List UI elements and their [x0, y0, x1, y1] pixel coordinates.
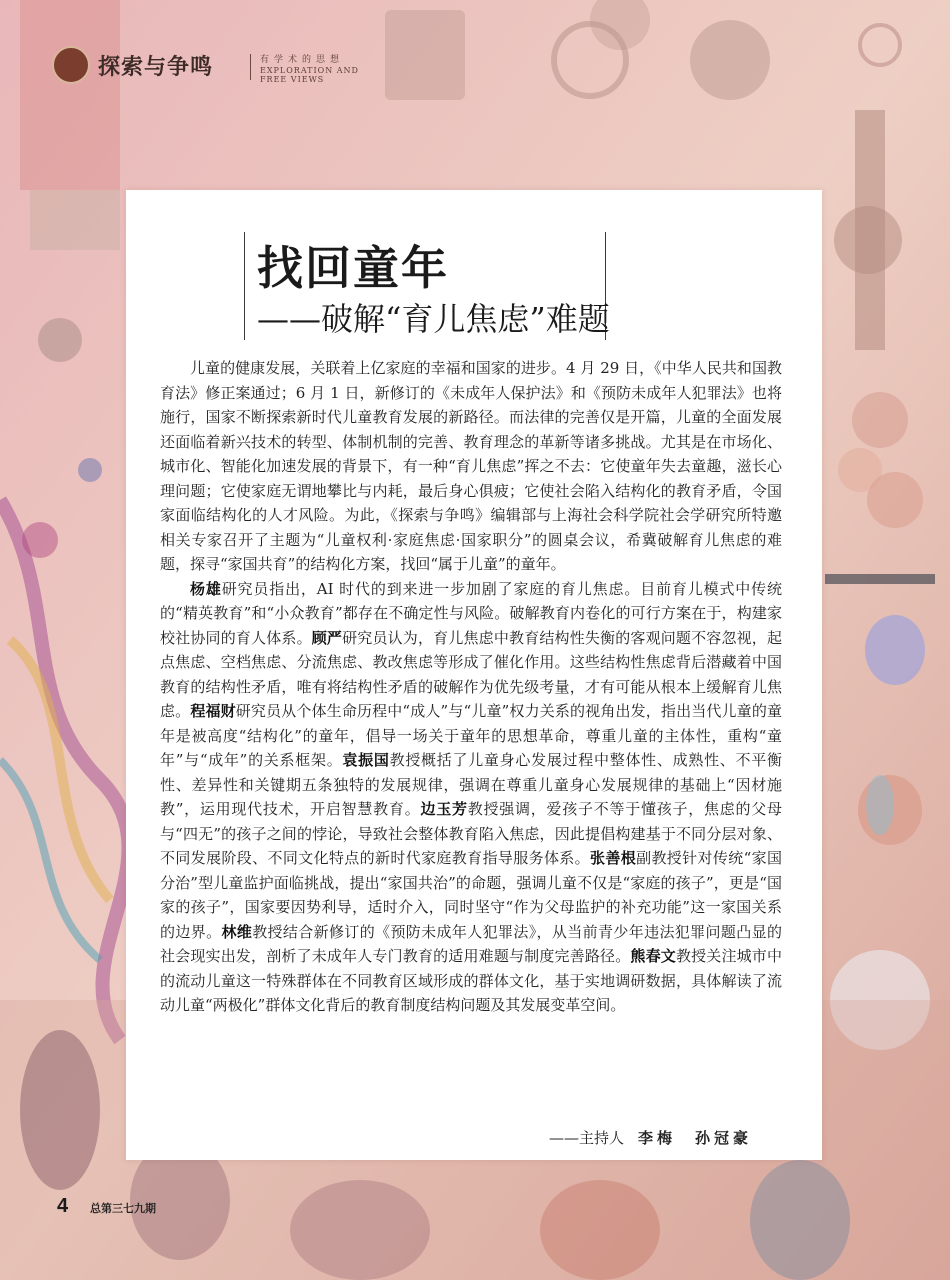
magazine-header: [52, 44, 372, 94]
title-block: [244, 232, 610, 340]
speaker-summary: 教授概括了儿童身心发展过程中整体性、成熟性、不平衡性、差异性和关键期五条独特的发展规律，强调在尊重儿童身心发展规律的基础上“因材施教”，运用现代技术，开启智慧教育。: [160, 751, 782, 818]
speaker-name: 林维: [221, 922, 253, 941]
host-signature: [549, 1127, 752, 1148]
speaker-name: 张善根: [590, 849, 637, 867]
speaker-summary: 研究员指出，AI 时代的到来进一步加剧了家庭的育儿焦虑。目前育儿模式中传统的“精英教育”和“小众教育”都存在不确定性与风险。破解教育内卷化的可行方案在于，构建家校社协同的育人体系。: [160, 579, 782, 647]
page-number: 4: [57, 1195, 69, 1217]
speaker-summary: 教授关注城市中的流动儿童这一特殊群体在不同教育区域形成的群体文化，基于实地调研数据，具体解读了流动儿童“两极化”群体文化背后的教育制度结构问题及其发展变革空间。: [160, 947, 782, 1014]
article-body: [160, 356, 782, 1018]
magazine-logo-icon: [52, 46, 90, 84]
speaker-name: 熊春文: [630, 947, 676, 965]
signature-prefix: ——主持人: [548, 1129, 624, 1147]
speaker-summary: 教授结合新修订的《预防未成年人犯罪法》，从当前青少年违法犯罪问题凸显的社会现实出发，剖析了未成年人专门教育的适用难题与制度完善路径。: [160, 922, 782, 965]
speaker-name: 边玉芳: [420, 800, 468, 818]
speaker-name: 袁振国: [342, 751, 390, 769]
host-names: 李梅 孙冠豪: [637, 1129, 752, 1147]
issue-number: 总第三七九期: [90, 1202, 156, 1215]
magazine-slogan: 有学术的思想: [260, 55, 345, 65]
article-title: 找回童年: [257, 241, 449, 295]
header-divider: [250, 54, 251, 80]
speaker-summary: 副教授针对传统“家国分治”型儿童监护面临挑战，提出“家国共治”的命题，强调儿童不仅是“家庭的孩子”，更是“国家的孩子”，国家要因势利导，适时介入，同时坚守“作为父母监护的补充功能”这一家国关系的边界。: [160, 849, 782, 941]
speaker-name: 顾严: [311, 628, 343, 647]
speaker-summary: 研究员从个体生命历程中“成人”与“儿童”权力关系的视角出发，指出当代儿童的童年是被高度“结构化”的童年，倡导一场关于童年的思想革命，尊重儿童的主体性，重构“童年”与“成年”的关系框架。: [160, 702, 782, 769]
magazine-slogan-english: EXPLORATION AND FREE VIEWS: [260, 66, 359, 84]
speaker-summary: 研究员认为，育儿焦虑中教育结构性失衡的客观问题不容忽视，起点焦虑、空档焦虑、分流焦虑、教改焦虑等形成了催化作用。这些结构性焦虑背后潜藏着中国教育的结构性矛盾，唯有将结构性矛盾的破解作为优先级考量，才有可能从根本上缓解育儿焦虑。: [160, 628, 782, 720]
speaker-summary: 教授强调，爱孩子不等于懂孩子，焦虑的父母与“四无”的孩子之间的悖论，导致社会整体教育陷入焦虑，因此提倡构建基于不同分层对象、不同发展阶段、不同文化特点的新时代家庭教育指导服务体系。: [160, 800, 782, 867]
intro-paragraph: 儿童的健康发展，关联着上亿家庭的幸福和国家的进步。4 月 29 日，《中华人民共和国教育法》修正案通过；6 月 1 日，新修订的《未成年人保护法》和《预防未成年人犯罪法》也将施行，国家不断探索新时代儿童教育发展的新路径。而法律的完善仅是开篇，儿童的全面发展还面临着新兴技术的转型、体制机制的完善、教育理念的革新等诸多挑战。尤其是在市场化、城市化、智能化加速发展的背景下，有一种“育儿焦虑”挥之不去：它使童年失去童趣，滋长心理问题；它使家庭无谓地攀比与内耗，最后身心俱疲；它使社会陷入结构化的教育矛盾，令国家面临结构化的人才风险。为此，《探索与争鸣》编辑部与上海社会科学院社会学研究所特邀相关专家召开了主题为“儿童权利·家庭焦虑·国家职分”的圆桌会议，希冀破解育儿焦虑的难题，探寻“家国共育”的结构化方案，找回“属于儿童”的童年。: [160, 359, 782, 573]
speaker-name: 程福财: [190, 702, 236, 720]
magazine-name: 探索与争鸣: [98, 54, 214, 80]
article-subtitle: ——破解“育儿焦虑”难题: [257, 300, 610, 338]
speaker-name: 杨雄: [190, 579, 222, 598]
summary-paragraph: [160, 577, 782, 1018]
